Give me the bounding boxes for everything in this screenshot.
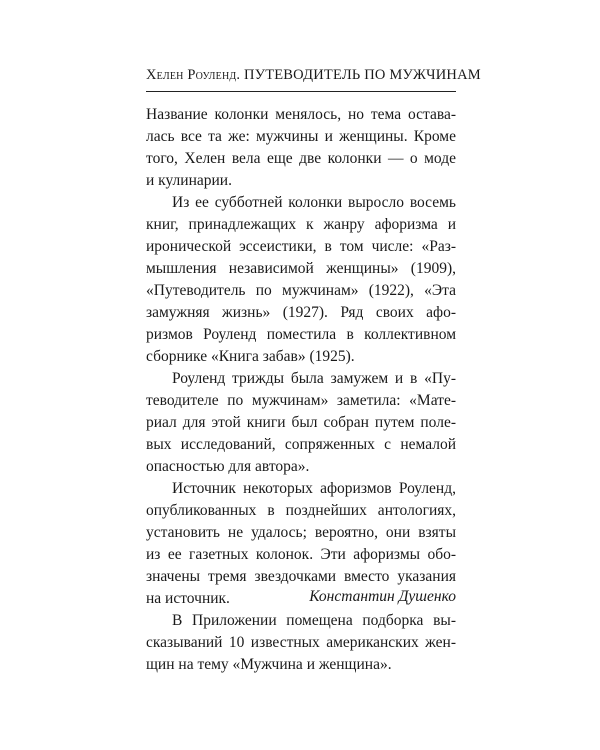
text-line: Роуленд трижды была замужем и в «Пу- [172, 370, 456, 387]
text-line: того, Хелен вела еще две колонки — о моде [146, 150, 456, 167]
signature: Константин Душенко [309, 588, 456, 605]
text-line: книг, принадлежащих к жанру афоризма и [146, 216, 456, 233]
text-line: установить не удалось; вероятно, они взяты [146, 524, 456, 541]
paragraph-2 [146, 192, 456, 368]
text-line: опасностью для автора». [146, 458, 310, 475]
text-line: мышления независимой женщины» (1909), [146, 260, 456, 277]
text-line: лась все та же: мужчины и женщины. Кроме [146, 128, 456, 145]
text-line: щин на тему «Мужчина и женщина». [146, 656, 392, 673]
running-head [146, 67, 481, 84]
paragraph-3 [146, 368, 456, 478]
text-line: на источник. [146, 590, 230, 607]
text-line: иронической эссеистики, в том числе: «Раз- [146, 238, 456, 255]
header-rule [146, 91, 456, 92]
running-head-author: Хелен Роуленд. [146, 67, 241, 83]
text-line: Источник некоторых афоризмов Роуленд, [172, 480, 456, 497]
text-line: Название колонки менялось, но тема остава- [146, 106, 456, 123]
text-line: ризмов Роуленд поместила в коллективном [146, 326, 456, 343]
text-line: «Путеводитель по мужчинам» (1922), «Эта [146, 282, 456, 299]
text-line: вых исследований, сопряженных с немалой [146, 436, 456, 453]
text-line: риал для этой книги был собран путем поле- [146, 414, 456, 431]
text-line: сказываний 10 известных американских жен- [146, 634, 456, 651]
running-head-title: ПУТЕВОДИТЕЛЬ ПО МУЖЧИНАМ [240, 67, 481, 83]
text-line: теводителе по мужчинам» заметила: «Мате- [146, 392, 456, 409]
paragraph-5 [146, 610, 456, 676]
text-line: и кулинарии. [146, 172, 232, 189]
text-line: значены тремя звездочками вместо указания [146, 568, 456, 585]
text-line: Из ее субботней колонки выросло восемь [172, 194, 456, 211]
text-line: опубликованных в позднейших антологиях, [146, 502, 456, 519]
text-line: В Приложении помещена подборка вы- [172, 612, 456, 629]
text-line: из ее газетных колонок. Эти афоризмы обо- [146, 546, 456, 563]
text-line: сборнике «Книга забав» (1925). [146, 348, 355, 365]
paragraph-1 [146, 104, 456, 192]
text-line: замужняя жизнь» (1927). Ряд своих афо- [146, 304, 456, 321]
